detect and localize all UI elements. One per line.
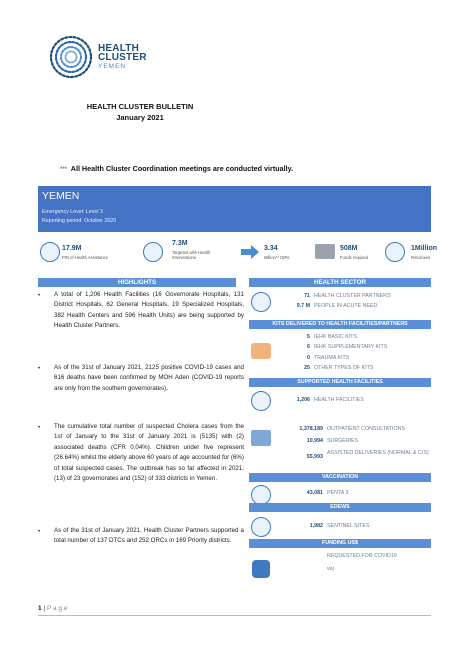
people-in-need-icon <box>40 242 60 262</box>
partners-value: 71 <box>304 293 310 299</box>
penta-value: 43,081 <box>306 490 323 496</box>
meetings-notice <box>60 164 293 173</box>
country-name: YEMEN <box>42 190 80 202</box>
facilities-label: HEALTH FACILITIES <box>314 397 364 403</box>
partners-label: HEALTH CLUSTER PARTNERS <box>314 293 391 299</box>
highlight-cholera: The cumulative total number of suspected Cholera cases from the 1st of January to the 31st of January 2021 is (5135) with (2) associated deaths (CFR 0.04%). Children under five represent (26.64%) whilst the elderly above 60 years of age accounted for (6%) of total suspected cases. The outbreak has so far affected in 2021: (13) of 23 governorates and (152) of 333 districts in Yemen. <box>54 423 244 483</box>
stat-targeted-caption: Targeted with Health Interventions <box>172 250 211 260</box>
kits-header: KITS DELIVERED TO HEALTH FACILITIES/PARTNERS <box>249 320 431 329</box>
highlight-dtc: As of the 31st of January 2021, Health Cluster Partners supported a total number of 137 DTCs and 252 ORCs in 169 Priority districts. <box>54 527 244 545</box>
kits-icon <box>251 343 271 359</box>
acute-need-label: PEOPLE IN ACUTE NEED <box>314 303 378 309</box>
bulletin-title: HEALTH CLUSTER BULLETIN <box>86 102 194 111</box>
kit-basic-label: IEHK BASIC KITS <box>314 334 357 340</box>
surgeries-value: 10,994 <box>306 438 323 444</box>
vaccination-icon <box>251 485 271 505</box>
stat-targeted-value: 7.3M <box>172 240 188 247</box>
stat-funds-caption: Funds required <box>340 255 369 260</box>
surveillance-icon <box>251 517 271 537</box>
stat-pin-caption: PIN of Health Assistance <box>62 255 109 260</box>
outpatient-value: 1,378,189 <box>299 426 323 432</box>
logo-line-3: YEMEN <box>98 63 127 70</box>
vaccination-header: VACCINATION <box>249 473 431 482</box>
page-label: P a g e <box>46 605 68 612</box>
highlights-body <box>38 290 246 590</box>
sentinel-label: SENTINEL SITES <box>327 523 370 529</box>
logo-text <box>98 44 147 71</box>
bulletin-date: January 2021 <box>116 113 164 122</box>
facilities-header: SUPPORTED HEALTH FACILITIES <box>249 378 431 387</box>
notice-text: All Health Cluster Coordination meetings are conducted virtually. <box>70 164 294 173</box>
bullet-1: • <box>38 293 41 299</box>
funding-suffix: va) <box>327 566 335 572</box>
funds-icon <box>315 244 335 259</box>
kit-other-label: OTHER TYPES OF KITS <box>314 365 374 371</box>
stat-idps-caption: Million** IDPs <box>264 255 290 260</box>
deliveries-label: ASSISTED DELIVERIES (NORMAL & C/S) <box>327 450 429 456</box>
kit-trauma-label: TRAUMA KITS <box>314 355 350 361</box>
reporting-period: Reporting period: October 2020 <box>42 218 117 224</box>
page-footer <box>38 605 67 612</box>
logo-line-2: CLUSTER <box>98 52 147 63</box>
kit-supplementary-label: IEHK SUPPLEMENTARY KITS <box>314 344 388 350</box>
kit-supplementary-value: 6 <box>307 344 310 350</box>
stat-pin-value: 17.9M <box>62 245 82 252</box>
highlight-facilities: A total of 1,206 Health Facilities (16 Governorate Hospitals, 131 District Hospitals, 62 General Hospitals, 19 Specialized Hospitals, 382 Health Centers and 596 Health Units) are being supported by Health Cluster Partners. <box>54 291 244 330</box>
key-figures-row <box>40 240 438 266</box>
consultations-icon <box>251 430 271 446</box>
country-banner <box>38 186 431 232</box>
partners-icon <box>251 292 271 312</box>
kit-trauma-value: 0 <box>307 355 310 361</box>
sentinel-value: 1,982 <box>309 523 323 529</box>
money-bag-icon <box>252 560 270 578</box>
idp-arrow-icon <box>239 243 261 261</box>
funding-label: REQUESTED FOR COVID19 <box>327 553 397 559</box>
bullet-3: • <box>38 425 41 431</box>
acute-need-value: 9.7 M <box>296 303 310 309</box>
stat-idps-value: 3.34 <box>264 245 278 252</box>
hospital-icon <box>251 391 271 411</box>
bulletin-heading <box>0 101 280 123</box>
page-separator: | <box>43 605 46 612</box>
logo-line-1: HEALTH <box>98 43 140 54</box>
edews-header: EDEWS <box>249 503 431 512</box>
notice-stars: *** <box>60 167 68 173</box>
health-sector-header: HEALTH SECTOR <box>249 278 431 287</box>
bullet-4: • <box>38 529 41 535</box>
kit-other-value: 25 <box>304 365 310 371</box>
deliveries-value: 55,993 <box>306 454 323 460</box>
outpatient-label: OUTPATIENT CONSULTATIONS <box>327 426 405 432</box>
page-number: 1 <box>38 605 42 612</box>
penta-label: PENTA 3 <box>327 490 349 496</box>
targeted-people-icon <box>143 242 163 262</box>
bullet-2: • <box>38 366 41 372</box>
stat-funds-value: 508M <box>340 245 358 252</box>
stat-returnees-value: 1Million <box>411 245 438 252</box>
footer-divider <box>38 615 431 616</box>
stat-returnees-caption: Returnees <box>411 255 431 260</box>
health-cluster-logo <box>48 34 94 80</box>
facilities-value: 1,206 <box>296 397 310 403</box>
returnees-icon <box>385 242 405 262</box>
kit-basic-value: 5 <box>307 334 310 340</box>
surgeries-label: SURGERIES <box>327 438 359 444</box>
funding-header: FUNDING US$ <box>249 539 431 548</box>
highlight-covid: As of the 31st of January 2021, 2125 positive COVID-19 cases and 616 deaths have been confirmed by MOH Aden (COVID-19 reports are only from the southern governorates). <box>54 364 244 392</box>
emergency-level: Emergency Level: Level 3 <box>42 209 103 215</box>
highlights-header: HIGHLIGHTS <box>38 278 236 287</box>
